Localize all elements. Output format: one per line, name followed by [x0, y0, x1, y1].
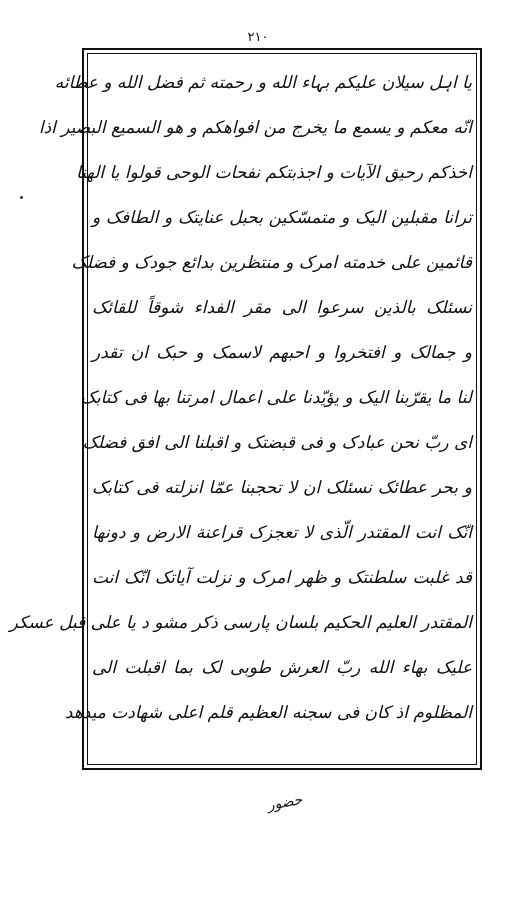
text-line: ای ربّ نحن عبادک و فی قبضتک و اقبلنا الی افق فضلک	[82, 433, 472, 453]
text-line: ترانا مقبلین الیک و متمسّکین بحبل عنایتک و الطافک و	[92, 208, 472, 228]
text-line: و بحر عطائک نسئلک ان لا تحجبنا عمّا انزلته فی کتابک	[92, 478, 472, 498]
text-line: قد غلبت سلطنتک و ظهر امرک و نزلت آیاتک انّک انت	[92, 568, 472, 588]
text-line: اخذکم رحیق الآیات و اجذبتکم نفحات الوحی قولوا یا الهنا	[76, 163, 472, 183]
page-number: ۲۱۰	[247, 30, 269, 45]
text-line: المظلوم اذ کان فی سجنه العظیم قلم اعلی شهادت میدهد	[64, 703, 472, 723]
text-line: نسئلک بالذین سرعوا الی مقر الفداء شوقاً للقائک	[92, 298, 472, 318]
manuscript-text-block	[9, 60, 472, 760]
catchword: حضور	[266, 792, 304, 814]
text-line: لنا ما یقرّبنا الیک و یؤیّدنا علی اعمال امرتنا بها فی کتابک	[80, 388, 472, 408]
text-line: انّک انت المقتدر الّذی لا تعجزک قراعنة الارض و دونها	[92, 523, 472, 543]
text-line: و جمالک و افتخروا و احبهم لاسمک و حبک ان تقدر	[92, 343, 472, 363]
text-line: علیک بهاء الله ربّ العرش طوبی لک بما اقبلت الی	[92, 658, 472, 678]
text-line: قائمین علی خدمته امرک و منتظرین بدائع جودک و فضلک	[71, 253, 472, 273]
text-line: یا اہل سیلان علیکم بہاء الله و رحمته ثم فضل الله و عطائه	[54, 73, 472, 93]
text-line: المقتدر العلیم الحکیم بلسان پارسی ذکر مشو د یا علی قبل عسکر	[9, 613, 472, 633]
stray-ink-mark	[20, 196, 23, 199]
text-line: انّه معکم و یسمع ما یخرج من افواهکم و هو السمیع البصیر اذا	[38, 118, 472, 138]
